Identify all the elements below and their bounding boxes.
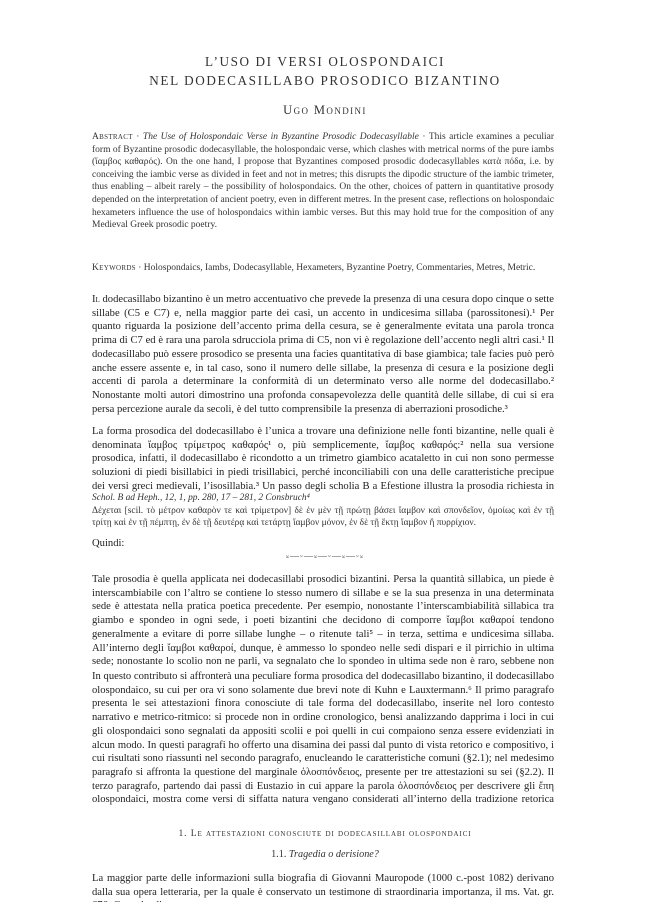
scholion-passage [92, 492, 554, 530]
abstract-label: Abstract [92, 132, 133, 142]
abstract-english-title: The Use of Holospondaic Verse in Byzantine Prosodic Dodecasyllable [142, 132, 419, 142]
paragraph-5: La maggior parte delle informazioni sulla biografia di Giovanni Mauropode (1000 c.-post 1082) derivano dalla sua opera letteraria, per la quale è conservato un testimone di straordinaria importanza, il ms. Vat. gr. [92, 873, 554, 898]
abstract: Abstract · The Use of Holospondaic Verse in Byzantine Prosodic Dodecasyllable · This article examines a peculiar form of Byzantine prosodic dodecasyllable, the holospondaic verse, which clashes with metrical norms of the pure iambs (ἴαμβος καθαρός). On the one hand, I propose that Byzantines composed prosodic dodecasyllables κατὰ πόδα, i.e. by conceiving the iambic verse as divided in feet and not in metres; this disrupts the dipodic structure of the iambic trimeter, thus enabling – albeit rarely – the possibility of holospondaics. On the other, choices of pattern in quantitative prosody depended on the interpretation of ancient poetry, even in different metres. In the present case, reflections on holospondaic hexameters influence the use of holospondaics within iambic verses. But this may hold true for the composition of any Medieval Greek prosodic poetry. [92, 132, 555, 231]
abstract-text: · This article examines a peculiar form of Byzantine prosodic dodecasyllable, the holospondaic verse, which clashes with metrical norms of the pure iambs (ἴαμβος καθαρός). On the one hand, I propose that Byzantines composed prosodic dodecasyllables κατὰ πόδα, i.e. by conceiving the iambic verse as divided in feet and not in metres; this disrupts the dipodic structure of the iambic trimeter, thus enabling – albeit rarely – the possibility of holospondaics. On the other, choices of pattern in quantitative prosody depended on the interpretation of ancient poetry, even in different metres. In the present case, reflections on holospondaic hexameters influence the use of holospondaics within iambic verses. But this may hold true for the composition of any Medieval Greek prosodic poetry. [92, 132, 555, 231]
keywords-label: Keywords [92, 263, 136, 273]
keywords [92, 262, 554, 275]
section-heading-1: 1. Le attestazioni conosciute di dodecasillabi olospondaici [178, 828, 472, 839]
scholion-greek-text: Δέχεται [scil. τὸ μέτρον καθαρὸν τε καὶ τρίμετρον] δὲ ἐν μὲν τῇ πρώτῃ βάσει ἴαμβον καὶ σπονδεῖον, ὁμοίως καὶ ἐν τῇ τρίτῃ καὶ ἐν τῇ πέμπτῃ, ἐν δὲ τῇ δευτέρᾳ καὶ τετάρτῃ ἴαμβον μόνον, ἐν δὲ τῇ ἕκτῃ ἴαμβον ἢ πυρρίχιον. [92, 505, 554, 529]
paragraph-4: In questo contributo si affronterà una peculiare forma prosodica del dodecasillabo bizantino, il dodecasillabo olospondaico, su cui per ora vi sono solamente due brevi note di Kuhn e Lauxtermann.⁶ Il primo paragrafo presenta le sei attestazioni finora conosciute di tale forma del dodecasillabo, inserite nel loro contesto narrativo e metrico-ritmico: si procede non in ordine cronologico, bensì analizzando dapprima i loci in cui gli olospondaici sono segnalati da appositi scolii e poi quelli in cui compaiono senza essere evidenziati in alcun modo. In questi paragrafi ho offerto una disamina dei passi dal punto di vista retorico e compositivo, i cui risultati sono riassunti nel secondo paragrafo, enucleando le caratteristiche comuni (§2.1); nel medesimo paragrafo si affronta la questione del marginale ὁλοσπόνδειος, presente per tre attestazioni su sei (§2.2). Il terzo paragrafo, partendo dai passi di Eustazio in cui appare la parola ὁλοσπόνδειος per descrivere gli ἔπη olospondaici, mostra come versi di siffatta natura vengano considerati all’interno della tradizione retorica [92, 671, 554, 806]
section-1-1-number: 1.1. [271, 849, 289, 860]
paragraph-1-text: dodecasillabo bizantino è un metro accentuativo che prevede la presenza di una cesura dopo cinque o sette sillabe (C5 e C7) e, nella maggior parte dei casi, un accento in undicesima sillaba (parossitonesi).¹ Per quanto riguarda la posizione dell’accento prima della cesura, se è generalmente evitata una parola tronca prima di C7 ed è rara una parola sdrucciola prima di C5, non vi è regolazione dell’accento negli altri casi.¹ Il dodecasillabo può essere prosodico se presenta una facies quantitativa di base giambica; tale facies può però anche essere assente e, in tal caso, sono il numero delle sillabe, la presenza di cesura e la posizione degli accenti di parola a determinare la conformità di un determinato verso alle norme del dodecasillabo.² Nonostante molti autori dimostrino una profonda consapevolezza delle quantità delle sillabe, di cui si era persa percezione aurale da secoli, è del tutto comprensibile la presenza di aberrazioni prosodiche.³ [92, 294, 554, 415]
paragraph-3: Tale prosodia è quella applicata nei dodecasillabi prosodici bizantini. Persa la quantità sillabica, un piede è interscambiabile con l’altro se contiene lo stesso numero di sillabe e se la sua presenza in una determinata sede è attestata nella pratica poetica precedente. Per esempio, nonostante l’interscambiabilità sillabica tra giambo e spondeo in ogni sede, i poeti bizantini che decidono di comporre ἴαμβοι καθαροί tendono generalmente a evitare di porre sillabe lunghe – o ritenute tali⁵ – in terza, settima e undicesima sillaba. All’interno degli ἴαμβοι καθαροί, dunque, è ammesso lo spondeo nelle sedi dispari e il pirrichio in ultima sede; nonostante lo scolio non ne parli, va segnalato che lo spondeo in ultima sede non è raro, sebbene non [92, 574, 554, 668]
quindi-label: Quindi: [92, 538, 125, 549]
author-name: Ugo Mondini [283, 103, 367, 117]
section-1-1-title: Tragedia o derisione? [288, 849, 379, 860]
section-heading-1-1 [0, 849, 650, 860]
paragraph-1-lead: Il [92, 294, 100, 305]
article-title-line-1: L’USO DI VERSI OLOSPONDAICI [205, 54, 445, 69]
keywords-text: · Holospondaics, Iambs, Dodecasyllable, Hexameters, Byzantine Poetry, Commentaries, Metres, Metric. [135, 263, 536, 273]
paragraph-2: La forma prosodica del dodecasillabo è l’unica a trovare una definizione nelle fonti bizantine, nelle quali è denominata ἴαμβος τρίμετρος καθαρός¹ o, più semplicemente, ἴαμβος καθαρός:² nella sua versione prosodica, infatti, il dodecasillabo è ricondotto a un trimetro giambico acataletto in cui non sono permesse soluzioni di piedi bisillabici in piedi trisillabici, perché inconciliabili con una delle caratteristiche precipue dei versi greci medievali, l’isosillabia.³ Un passo degli scholia B a Efestione illustra la prosodia richiesta in [92, 426, 554, 492]
metrical-scheme: ⏓—⏑—⏓—⏑—⏓—⏑⏓ [286, 551, 364, 561]
article-title-line-2: NEL DODECASILLABO PROSODICO BIZANTINO [149, 73, 501, 88]
paragraph-1 [92, 293, 554, 417]
scholion-reference: Schol. B ad Heph., 12, 1, pp. 280, 17 – 281, 2 Consbruch⁴ [92, 493, 310, 503]
